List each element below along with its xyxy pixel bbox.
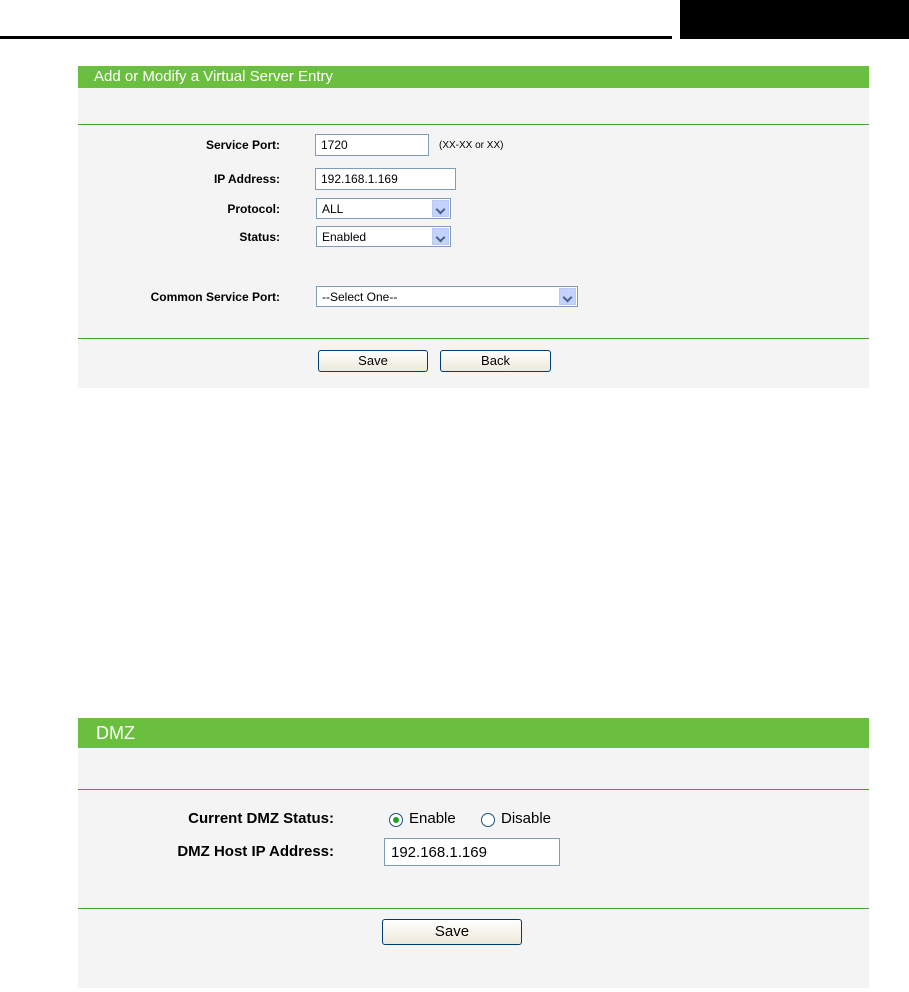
save-button[interactable]: Save [318,350,428,372]
top-rule [0,36,672,39]
dmz-title: DMZ [78,718,869,748]
chevron-down-icon[interactable] [432,200,449,217]
status-value: Enabled [322,230,367,244]
service-port-hint: (XX-XX or XX) [439,140,504,151]
virtual-server-panel [78,66,869,388]
disable-radio[interactable] [481,813,495,827]
common-service-port-value: --Select One-- [322,290,398,304]
divider [78,338,869,339]
dmz-status-label: Current DMZ Status: [188,810,334,827]
top-black-block [680,0,909,39]
status-select[interactable] [316,226,451,247]
dmz-save-button[interactable]: Save [382,919,522,945]
service-port-input[interactable] [315,134,429,156]
dmz-panel [78,718,869,988]
ip-address-label: IP Address: [213,172,280,186]
dmz-host-ip-label: DMZ Host IP Address: [177,843,334,860]
divider [78,908,869,909]
divider [78,124,869,125]
disable-radio-label: Disable [501,810,552,827]
common-service-port-label: Common Service Port: [150,290,280,304]
chevron-down-icon[interactable] [432,228,449,245]
enable-radio-label: Enable [409,810,456,827]
dmz-host-ip-input[interactable] [384,838,560,866]
divider [78,789,869,790]
virtual-server-title: Add or Modify a Virtual Server Entry [78,66,869,88]
ip-address-input[interactable] [315,168,456,190]
service-port-label: Service Port: [205,138,280,152]
enable-radio[interactable] [389,813,403,827]
back-button[interactable]: Back [440,350,551,372]
chevron-down-icon[interactable] [559,288,576,305]
protocol-label: Protocol: [227,202,280,216]
protocol-value: ALL [322,202,344,216]
status-label: Status: [239,230,280,244]
common-service-port-select[interactable] [316,286,578,307]
protocol-select[interactable] [316,198,451,219]
